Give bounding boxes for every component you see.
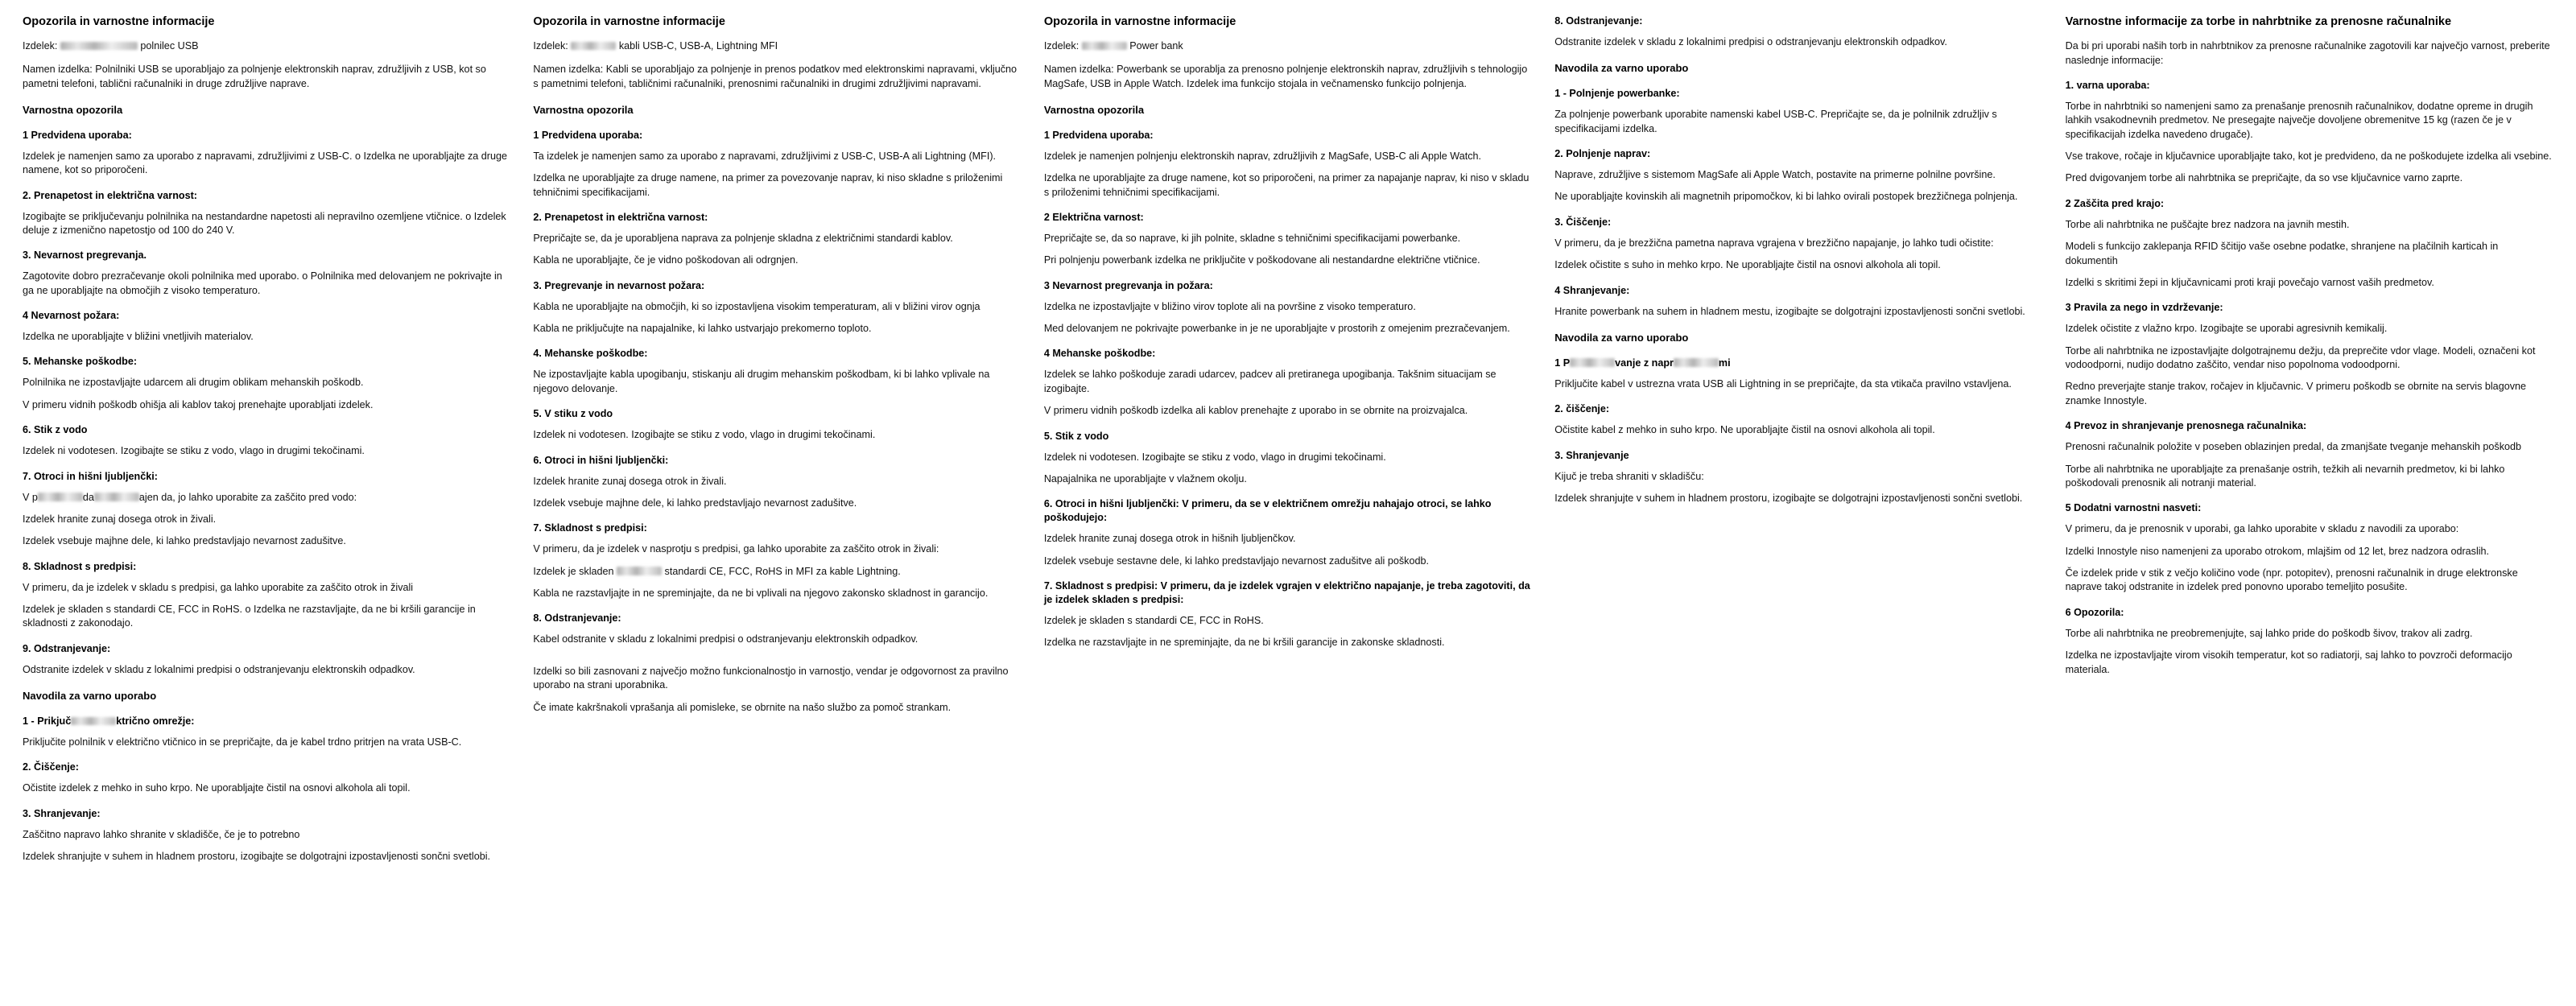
paragraph: V primeru, da je izdelek v skladu s predpisi, ga lahko uporabite za zaščito otrok in živali	[23, 581, 414, 593]
paragraph: Izdelek se lahko poškoduje zaradi udarcev, padcev ali pretiranega upogibanja. Takšnim situacijam se izogibajte.	[1043, 369, 1496, 394]
paragraph: Izdelek vsebuje sestavne dele, ki lahko predstavljajo nevarnost zadušitve ali poškodb.	[1043, 555, 1429, 567]
paragraph: Odstranite izdelek v skladu z lokalnimi predpisi o odstranjevanju elektronskih odpadkov.	[1554, 36, 1947, 47]
product-purpose: Namen izdelka: Polnilniki USB se uporabljajo za polnjenje elektronskih naprav, združljivih z USB, kot so pametni telefoni, tablični računalniki in druge združljive naprave.	[23, 64, 486, 89]
sub-heading: 6. Otroci in hišni ljubljenčki:	[533, 454, 669, 466]
sub-heading: 5. Stik z vodo	[1043, 430, 1109, 442]
paragraph: Ne izpostavljajte kabla upogibanju, stiskanju ali drugim mehanskim poškodbam, ki bi lahko vplivale na njegovo delovanje.	[533, 369, 990, 394]
paragraph: Izdelek vsebuje majhne dele, ki lahko predstavljajo nevarnost zadušitve.	[23, 535, 346, 547]
paragraph: Izdelek shranjujte v suhem in hladnem prostoru, izogibajte se dolgotrajni izpostavljenosti sončni svetlobi.	[1554, 492, 2023, 504]
paragraph: Izdelek očistite z vlažno krpo. Izogibajte se uporabi agresivnih kemikalij.	[2065, 323, 2388, 335]
paragraph: Če izdelek pride v stik z večjo količino vode (npr. potopitev), prenosni računalnik in druge elektronske naprave takoj odstranite in izdelek pred ponovno uporabo temeljito posušite.	[2065, 567, 2518, 593]
paragraph: Ta izdelek je namenjen samo za uporabo z napravami, združljivimi z USB-C, USB-A ali Lightning (MFI).	[533, 150, 997, 162]
sub-heading: 7. Skladnost s predpisi:	[533, 522, 647, 534]
sub-heading: 4 Prevoz in shranjevanje prenosnega računalnika:	[2065, 420, 2307, 432]
sub-heading: 1. varna uporaba:	[2065, 79, 2150, 91]
sub-heading: 3 Pravila za nego in vzdrževanje:	[2065, 302, 2223, 314]
sub-heading: 8. Odstranjevanje:	[1554, 15, 1643, 27]
paragraph: Polnilnika ne izpostavljajte udarcem ali drugim oblikam mehanskih poškodb.	[23, 377, 364, 389]
sub-heading: 3. Pregrevanje in nevarnost požara:	[533, 279, 705, 291]
paragraph: Pri polnjenju powerbank izdelka ne priključite v poškodovane ali nestandardne električne vtičnice.	[1043, 254, 1480, 266]
sub-heading: 8. Skladnost s predpisi:	[23, 560, 137, 572]
section-heading-usage: Navodila za varno uporabo	[1554, 62, 1689, 75]
paragraph: Prepričajte se, da so naprave, ki jih polnite, skladne s tehničnimi specifikacijami powerbanke.	[1043, 232, 1461, 244]
sub-heading: 3 Nevarnost pregrevanja in požara:	[1043, 279, 1213, 291]
paragraph: Ne uporabljajte kovinskih ali magnetnih pripomočkov, ki bi lahko ovirali postopek brezžičnega polnjenja.	[1554, 191, 2018, 203]
section-heading-usage: Navodila za varno uporabo	[23, 690, 157, 703]
sub-heading: 2. Prenapetost in električna varnost:	[533, 211, 708, 223]
product-name: Power bank	[1129, 40, 1183, 52]
column-backpack	[2054, 14, 2565, 677]
product-purpose: Namen izdelka: Powerbank se uporablja za prenosno polnjenje elektronskih naprav, združljivih s tehnologijo MagSafe, USB in Apple Watch. Izdelek ima funkcijo stojala in večnamensko funkcijo polnjenja.	[1043, 64, 1528, 89]
intro-text: Da bi pri uporabi naših torb in nahrbtnikov za prenosne računalnike zagotovili kar največjo varnost, preberite naslednje informacije:	[2065, 40, 2550, 66]
footnote: Če imate kakršnakoli vprašanja ali pomisleke, se obrnite na našo službo za pomoč strankam.	[533, 701, 952, 713]
paragraph: Prepričajte se, da je uporabljena naprava za polnjenje skladna z električnimi standardi kablov.	[533, 232, 953, 244]
page-title: Opozorila in varnostne informacije	[23, 15, 215, 28]
paragraph: Izdelek hranite zunaj dosega otrok in živali.	[23, 513, 217, 525]
paragraph: Odstranite izdelek v skladu z lokalnimi predpisi o odstranjevanju elektronskih odpadkov.	[23, 663, 415, 675]
column-usb-charger	[11, 14, 522, 864]
paragraph: Redno preverjajte stanje trakov, ročajev in ključavnic. V primeru poškodb se obrnite na servis blagovne znamke Innostyle.	[2065, 381, 2527, 406]
sub-heading: 4 Shranjevanje:	[1554, 284, 1630, 296]
paragraph: Modeli s funkcijo zaklepanja RFID ščitijo vaše osebne podatke, shranjene na plačilnih karticah in dokumentih	[2065, 241, 2499, 266]
sub-heading: 6 Opozorila:	[2065, 606, 2124, 618]
paragraph: Izdelek shranjujte v suhem in hladnem prostoru, izogibajte se dolgotrajni izpostavljenosti sončni svetlobi.	[23, 851, 491, 863]
sub-heading: 5. V stiku z vodo	[533, 408, 613, 420]
sub-heading: 1 Predvidena uporaba:	[533, 129, 643, 141]
paragraph: Med delovanjem ne pokrivajte powerbanke in je ne uporabljajte v prostorih z omejenim prezračevanjem.	[1043, 323, 1510, 335]
paragraph: Izogibajte se priključevanju polnilnika na nestandardne napetosti ali nepravilno ozemljene vtičnice. o Izdelek deluje z izmenično napetostjo od 100 do 240 V.	[23, 210, 506, 236]
paragraph: Torbe ali nahrbtnika ne puščajte brez nadzora na javnih mestih.	[2065, 218, 2350, 230]
product-lead: Izdelek: Power bank	[1043, 40, 1183, 52]
sub-heading: 3. Nevarnost pregrevanja.	[23, 249, 147, 262]
paragraph: Kabla ne uporabljajte, če je vidno poškodovan ali odrgnjen.	[533, 254, 799, 266]
sub-heading: 1 Predvidena uporaba:	[23, 129, 132, 141]
sub-heading: 8. Odstranjevanje:	[533, 612, 621, 625]
paragraph: Torbe in nahrbtniki so namenjeni samo za prenašanje prenosnih računalnikov, dodatne opreme in drugih lahkih vsakodnevnih predmetov. Ne presegajte največje dovoljene obremenitve 15 kg (razen če je v specifikacijah izdelka navedeno drugače).	[2065, 100, 2533, 140]
paragraph: Izdelka ne uporabljajte za druge namene, kot so priporočeni, na primer za napajanje naprav, ki niso v skladu s priloženimi tehničnimi specifikacijami.	[1043, 172, 1530, 198]
paragraph: Izdelka ne uporabljajte za druge namene, na primer za povezovanje naprav, ki niso skladne s priloženimi tehničnimi specifikacijami.	[533, 172, 1003, 198]
paragraph: Izdelki Innostyle niso namenjeni za uporabo otrokom, mlajšim od 12 let, brez nadzora odraslih.	[2065, 545, 2490, 557]
sub-heading: 5. Mehanske poškodbe:	[23, 356, 138, 368]
paragraph: Izdelek ni vodotesen. Izogibajte se stiku z vodo, vlago in drugimi tekočinami.	[533, 429, 876, 441]
sub-heading: 2 Zaščita pred krajo:	[2065, 197, 2165, 209]
paragraph: Izdelek ni vodotesen. Izogibajte se stiku z vodo, vlago in drugimi tekočinami.	[23, 445, 365, 457]
sub-heading: 4 Nevarnost požara:	[23, 310, 120, 322]
sub-heading: 5 Dodatni varnostni nasveti:	[2065, 502, 2202, 514]
paragraph: Hranite powerbank na suhem in hladnem mestu, izogibajte se dolgotrajni izpostavljenosti sončni svetlobi.	[1554, 305, 2025, 317]
sub-heading: 3. Shranjevanje	[1554, 449, 1629, 461]
sub-heading: 6. Otroci in hišni ljubljenčki: V primeru, da se v električnem omrežju nahajajo otroci, se lahko poškodujejo:	[1043, 498, 1492, 524]
paragraph: Izdelki s skritimi žepi in ključavnicami proti kraji povečajo varnost vaših predmetov.	[2065, 276, 2434, 288]
paragraph: Izdelek je skladen s standardi CE, FCC in RoHS. o Izdelka ne razstavljajte, da ne bi kršili garancije in skladnosti z zakonodajo.	[23, 604, 476, 629]
column-powerbank	[1033, 14, 1543, 650]
paragraph: Izdelka ne izpostavljajte virom visokih temperatur, kot so radiatorji, saj lahko to povzroči deformacijo materiala.	[2065, 649, 2512, 675]
sub-heading: 4 Mehanske poškodbe:	[1043, 348, 1156, 360]
paragraph-blurred: Izdelek je skladen standardi CE, FCC, RoHS in MFI za kable Lightning.	[533, 565, 901, 577]
paragraph: Očistite izdelek z mehko in suho krpo. Ne uporabljajte čistil na osnovi alkohola ali topil.	[23, 782, 411, 794]
paragraph: Torbe ali nahrbtnika ne uporabljajte za prenašanje ostrih, težkih ali nevarnih predmetov, ki bi lahko poškodovali prenosnik ali notranji material.	[2065, 463, 2505, 489]
sub-heading: 2. čiščenje:	[1554, 403, 1610, 415]
paragraph: Zaščitno napravo lahko shranite v skladišče, če je to potrebno	[23, 828, 300, 840]
paragraph: V primeru, da je prenosnik v uporabi, ga lahko uporabite v skladu z navodili za uporabo:	[2065, 523, 2459, 535]
paragraph: Izdelek ni vodotesen. Izogibajte se stiku z vodo, vlago in drugimi tekočinami.	[1043, 451, 1386, 463]
sub-heading: 3. Shranjevanje:	[23, 807, 101, 819]
sub-heading: 7. Skladnost s predpisi: V primeru, da je izdelek vgrajen v električno napajanje, je treba zagotoviti, da je izdelek skladen s predpisi:	[1043, 580, 1530, 606]
paragraph: Zagotovite dobro prezračevanje okoli polnilnika med uporabo. o Polnilnika med delovanjem ne pokrivajte in ga ne uporabljajte na območjih z visoko temperaturo.	[23, 270, 502, 296]
paragraph: Izdelek je namenjen polnjenju elektronskih naprav, združljivih z MagSafe, USB-C ali Apple Watch.	[1043, 150, 1482, 162]
sub-heading-blurred: 1 - Prikjuč ktrično omrežje:	[23, 715, 195, 728]
paragraph: Izdelek hranite zunaj dosega otrok in živali.	[533, 475, 727, 487]
paragraph-blurred: V p da ajen da, jo lahko uporabite za zaščito pred vodo:	[23, 491, 357, 503]
paragraph: Za polnjenje powerbank uporabite namenski kabel USB-C. Prepričajte se, da je polnilnik združljiv s specifikacijami izdelka.	[1554, 109, 1997, 134]
paragraph: Kabel odstranite v skladu z lokalnimi predpisi o odstranjevanju elektronskih odpadkov.	[533, 633, 919, 645]
product-label: Izdelek:	[23, 40, 58, 52]
section-heading-warnings: Varnostna opozorila	[533, 103, 634, 116]
sub-heading: 1 Predvidena uporaba:	[1043, 129, 1154, 141]
paragraph: V primeru vidnih poškodb izdelka ali kablov prenehajte z uporabo in se obrnite na proizvajalca.	[1043, 405, 1468, 417]
paragraph: Izdelek hranite zunaj dosega otrok in hišnih ljubljenčkov.	[1043, 533, 1296, 545]
column-powerbank-care	[1543, 14, 2054, 505]
product-name: polnilec USB	[140, 40, 199, 52]
sub-heading: 3. Čiščenje:	[1554, 216, 1612, 228]
sub-heading: 4. Mehanske poškodbe:	[533, 348, 648, 360]
paragraph: Kabla ne uporabljajte na območjih, ki so izpostavljena visokim temperaturam, ali v bližini virov ognja	[533, 300, 980, 312]
paragraph: Torbe ali nahrbtnika ne izpostavljajte dolgotrajnemu dežju, da preprečite vdor vlage. Modeli, označeni kot vodoodporni, nudijo dodatno zaščito, vendar niso popolnoma vodoodporni.	[2065, 344, 2536, 370]
sub-heading: 2. Čiščenje:	[23, 761, 79, 773]
paragraph: Izdelek je skladen s standardi CE, FCC in RoHS.	[1043, 615, 1264, 627]
section-heading-warnings: Varnostna opozorila	[23, 103, 123, 116]
sub-heading: 9. Odstranjevanje:	[23, 642, 111, 654]
sub-heading: 2. Prenapetost in električna varnost:	[23, 189, 197, 201]
sub-heading: 6. Stik z vodo	[23, 424, 88, 436]
paragraph: V primeru, da je izdelek v nasprotju s predpisi, ga lahko uporabite za zaščito otrok in živali:	[533, 543, 939, 555]
paragraph: Napajalnika ne uporabljajte v vlažnem okolju.	[1043, 472, 1247, 484]
paragraph: Torbe ali nahrbtnika ne preobremenjujte, saj lahko pride do poškodb šivov, trakov ali zadrg.	[2065, 627, 2473, 639]
paragraph: Izdelka ne izpostavljajte v bližino virov toplote ali na površine z visoko temperaturo.	[1043, 300, 1416, 312]
product-lead: Izdelek: kabli USB-C, USB-A, Lightning MFI	[533, 40, 778, 52]
paragraph: Kijuč je treba shraniti v skladišču:	[1554, 470, 1704, 482]
blurred-product-name	[60, 42, 138, 50]
sub-heading: 7. Otroci in hišni ljubljenčki:	[23, 470, 158, 482]
sub-heading: 2 Električna varnost:	[1043, 211, 1144, 223]
product-name: kabli USB-C, USB-A, Lightning MFI	[618, 40, 778, 52]
paragraph: Kabla ne razstavljajte in ne spreminjajte, da ne bi vplivali na njegovo zakonsko skladnost in garancijo.	[533, 588, 989, 600]
paragraph: V primeru vidnih poškodb ohišja ali kablov takoj prenehajte uporabljati izdelek.	[23, 398, 374, 410]
sub-heading: 2. Polnjenje naprav:	[1554, 148, 1651, 160]
sub-heading: 1 - Polnjenje powerbanke:	[1554, 88, 1680, 100]
paragraph: Izdelek vsebuje majhne dele, ki lahko predstavljajo nevarnost zadušitve.	[533, 497, 857, 509]
footnote: Izdelki so bili zasnovani z največjo možno funkcionalnostjo in varnostjo, vendar je odgovornost za pravilno uporabo na strani uporabnika.	[533, 665, 1009, 691]
paragraph: Izdelka ne uporabljajte v bližini vnetljivih materialov.	[23, 331, 254, 343]
paragraph: Prenosni računalnik položite v poseben oblazinjen predal, da zmanjšate tveganje mehanskih poškodb	[2065, 441, 2522, 453]
paragraph: Izdelek očistite s suho in mehko krpo. Ne uporabljajte čistil na osnovi alkohola ali topil.	[1554, 259, 1941, 271]
section-heading-warnings: Varnostna opozorila	[1043, 103, 1145, 116]
paragraph: Očistite kabel z mehko in suho krpo. Ne uporabljajte čistil na osnovi alkohola ali topil.	[1554, 424, 1935, 436]
column-cables	[522, 14, 1032, 715]
sub-heading-blurred: 1 P vanje z napr mi	[1554, 357, 1731, 369]
paragraph: Kabla ne priključujte na napajalnike, ki lahko ustvarjajo prekomerno toploto.	[533, 323, 872, 335]
product-lead	[23, 39, 509, 53]
page-title: Opozorila in varnostne informacije	[1043, 15, 1236, 28]
paragraph: Priključite polnilnik v električno vtičnico in se prepričajte, da je kabel trdno pritrjen na vrata USB-C.	[23, 736, 462, 748]
paragraph: Pred dvigovanjem torbe ali nahrbtnika se prepričajte, da so vse ključavnice varno zaprte.	[2065, 172, 2463, 184]
paragraph: Vse trakove, ročaje in ključavnice uporabljajte tako, kot je predvideno, da ne poškodujete izdelka ali vsebine.	[2065, 150, 2552, 162]
section-heading-usage-2: Navodila za varno uporabo	[1554, 331, 1689, 344]
product-purpose: Namen izdelka: Kabli se uporabljajo za polnjenje in prenos podatkov med elektronskimi napravami, vključno s pametnimi telefoni, tabličnimi računalniki, prenosnimi računalniki in drugimi združljivimi napravami.	[533, 64, 1018, 89]
paragraph: V primeru, da je brezžična pametna naprava vgrajena v brezžično napajanje, jo lahko tudi očistite:	[1554, 237, 1994, 249]
paragraph: Naprave, združljive s sistemom MagSafe ali Apple Watch, postavite na primerne polnilne površine.	[1554, 169, 1996, 181]
paragraph: Izdelek je namenjen samo za uporabo z napravami, združljivimi z USB-C. o Izdelka ne uporabljajte za druge namene, kot so priporočeni.	[23, 150, 508, 176]
paragraph: Izdelka ne razstavljajte in ne spreminjajte, da ne bi kršili garancije in zakonske skladnosti.	[1043, 637, 1445, 649]
page-title: Varnostne informacije za torbe in nahrbtnike za prenosne računalnike	[2065, 15, 2452, 28]
paragraph: Priključite kabel v ustrezna vrata USB ali Lightning in se prepričajte, da sta vtikača pravilno vstavljena.	[1554, 377, 2012, 390]
page-title: Opozorila in varnostne informacije	[533, 15, 725, 28]
